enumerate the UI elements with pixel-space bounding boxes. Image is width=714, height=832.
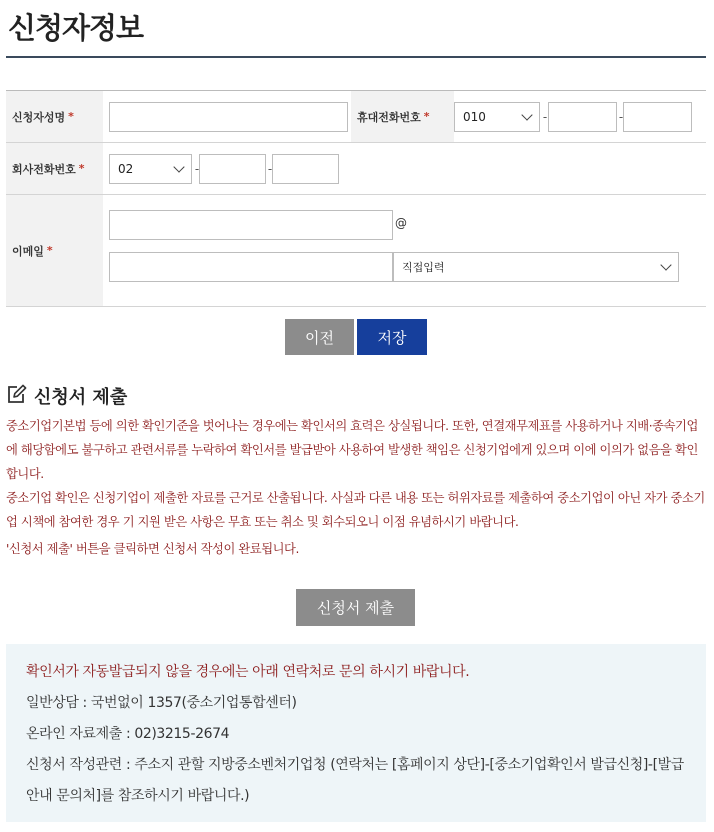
- email-domain-select[interactable]: 직접입력: [393, 252, 679, 282]
- separator: -: [267, 161, 273, 176]
- mobile-label: 휴대전화번호 *: [351, 91, 454, 142]
- contact-general: 일반상담 : 국번없이 1357(중소기업통합센터): [26, 695, 297, 711]
- email-at-sign: @: [395, 216, 407, 230]
- notice-submit-complete: '신청서 제출' 버튼을 클릭하면 신청서 작성이 완료됩니다.: [6, 542, 299, 556]
- mobile-last-input[interactable]: [623, 102, 692, 132]
- notice-validity: 중소기업기본법 등에 의한 확인기준을 벗어나는 경우에는 확인서의 효력은 상실됩니다. 또한, 연결재무제표를 사용하거나 지배·종속기업에 해당함에도 불구하고 관련서류를 누락하여 확인서를 발급받아 사용하여 발생한 책임은 신청기업에게 있으며 이에 이의가 없음을 확인합니다.: [6, 419, 698, 481]
- notice-false-data: 중소기업 확인은 신청기업이 제출한 자료를 근거로 산출됩니다. 사실과 다른 내용 또는 허위자료를 제출하여 중소기업이 아닌 자가 중소기업 시책에 참여한 경우 기 지원 받은 사항은 무효 또는 취소 및 회수되오니 이점 유념하시기 바랍니다.: [6, 491, 705, 529]
- email-label: 이메일 *: [6, 195, 103, 306]
- title-divider: [6, 56, 706, 58]
- applicant-name-input[interactable]: [109, 102, 348, 132]
- company-phone-middle-input[interactable]: [199, 154, 266, 184]
- mobile-middle-input[interactable]: [548, 102, 617, 132]
- form-row-email: [6, 195, 706, 307]
- email-id-input[interactable]: [109, 210, 393, 240]
- chevron-down-icon: [173, 161, 184, 172]
- required-mark: *: [46, 244, 53, 257]
- company-phone-last-input[interactable]: [272, 154, 339, 184]
- submit-application-button[interactable]: 신청서 제출: [296, 589, 415, 626]
- email-domain-input[interactable]: [109, 252, 393, 282]
- contact-info-box: [6, 644, 706, 822]
- required-mark: *: [78, 162, 85, 175]
- contact-online: 온라인 자료제출 : 02)3215-2674: [26, 726, 230, 742]
- form-row-name-mobile: [6, 91, 706, 143]
- separator: -: [542, 109, 548, 124]
- company-phone-prefix-select[interactable]: 02: [109, 154, 192, 184]
- contact-headline: 확인서가 자동발급되지 않을 경우에는 아래 연락처로 문의 하시기 바랍니다.: [26, 664, 470, 680]
- applicant-name-label: 신청자성명 *: [6, 91, 103, 142]
- required-mark: *: [68, 110, 74, 123]
- edit-icon: [6, 384, 34, 409]
- save-button[interactable]: 저장: [357, 319, 427, 355]
- contact-application: 신청서 작성관련 : 주소지 관할 지방중소벤처기업청 (연락처는 [홈페이지 상단]-[중소기업확인서 발급신청]-[발급안내 문의처]를 참조하시기 바랍니다.): [26, 757, 684, 804]
- company-phone-label: 회사전화번호 *: [6, 143, 103, 194]
- submit-section-title: 신청서 제출: [6, 383, 127, 409]
- chevron-down-icon: [521, 109, 532, 120]
- separator: -: [618, 109, 624, 124]
- mobile-prefix-select[interactable]: 010: [454, 102, 540, 132]
- applicant-form: [6, 90, 706, 307]
- separator: -: [194, 161, 200, 176]
- form-row-company-phone: [6, 143, 706, 195]
- chevron-down-icon: [660, 259, 671, 270]
- prev-button[interactable]: 이전: [285, 319, 354, 355]
- required-mark: *: [423, 110, 430, 123]
- page-title: 신청자정보: [8, 11, 144, 45]
